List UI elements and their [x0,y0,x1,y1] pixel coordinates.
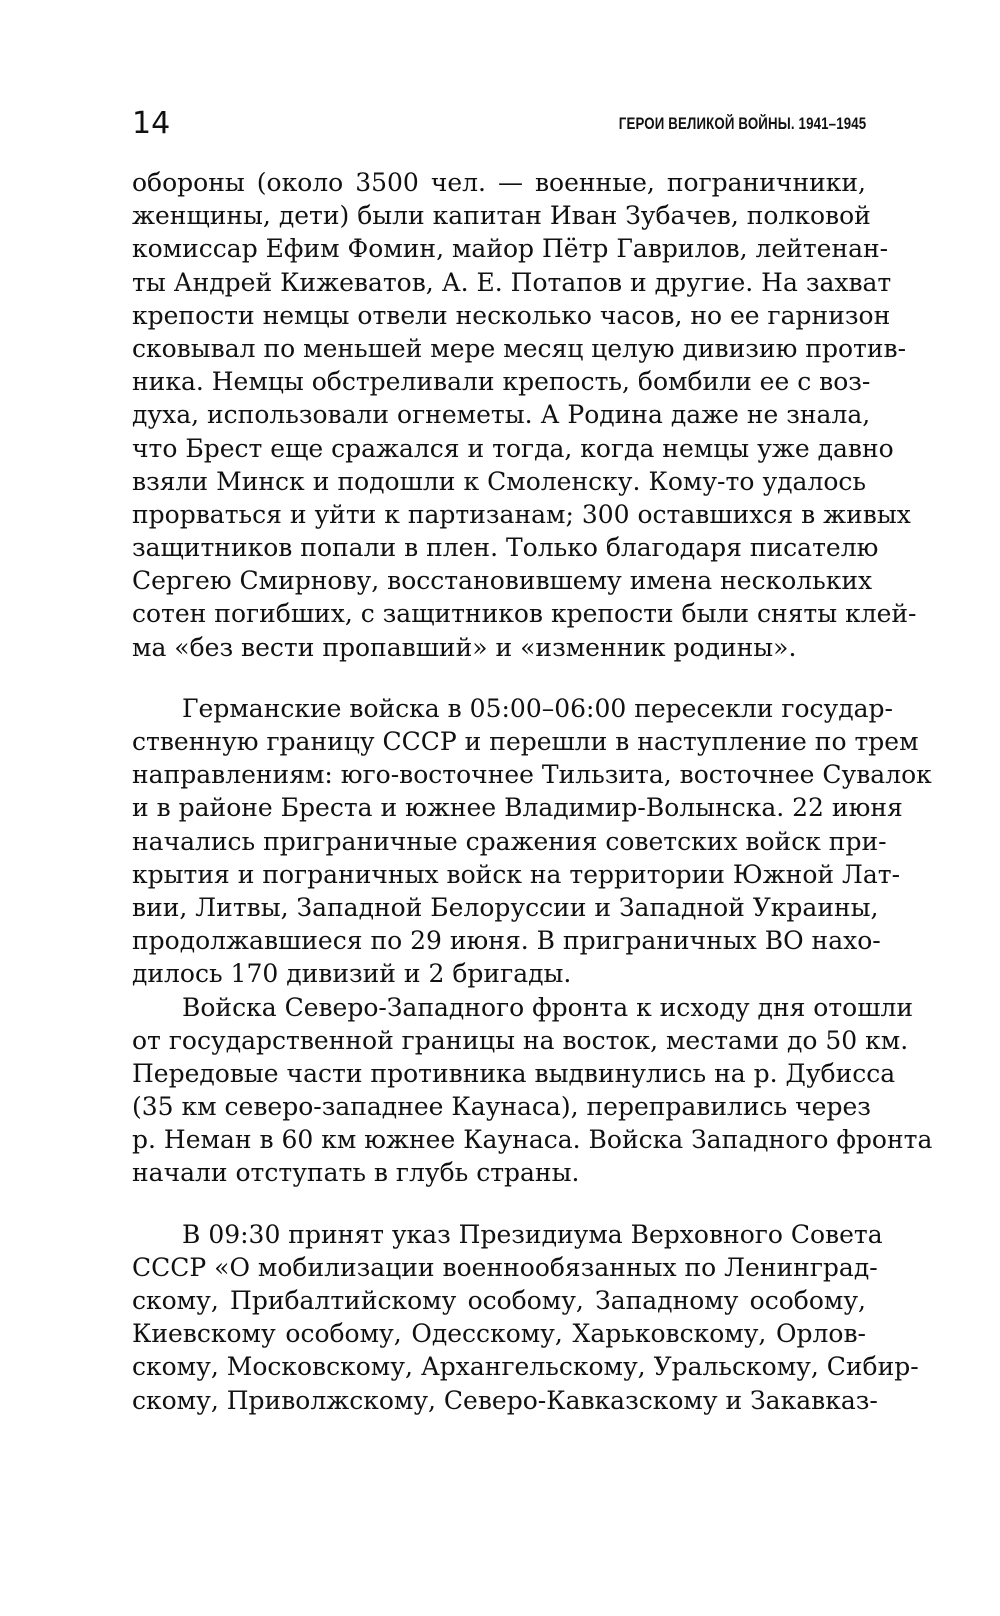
text-line: прорваться и уйти к партизанам; 300 оставшихся в живых [132,499,911,529]
text-line: крытия и пограничных войск на территории Южной Лат- [132,859,901,889]
text-line: начали отступать в глубь страны. [132,1158,580,1188]
text-line: В 09:30 принят указ Президиума Верховного Совета [182,1219,883,1249]
text-line: обороны (около 3500 чел. — военные, пограничники, [132,168,866,197]
text-line: комиссар Ефим Фомин, майор Пётр Гаврилов, лейтенан- [132,234,889,264]
text-line: Войска Северо-Западного фронта к исходу дня отошли [182,992,914,1022]
text-line: дилось 170 дивизий и 2 бригады. [132,959,572,989]
paragraph [132,991,933,1190]
text-line: продолжавшиеся по 29 июня. В приграничных ВО нахо- [132,926,881,956]
text-line: Сергею Смирнову, восстановившему имена нескольких [132,566,873,596]
text-line: ты Андрей Кижеватов, А. Е. Потапов и другие. На захват [132,267,892,297]
text-line: духа, использовали огнеметы. А Родина даже не знала, [132,400,871,430]
text-line: р. Неман в 60 км южнее Каунаса. Войска Западного фронта [132,1125,933,1155]
text-line: (35 км северо-западнее Каунаса), переправились через [132,1092,871,1122]
text-line: взяли Минск и подошли к Смоленску. Кому-то удалось [132,466,866,496]
text-line: Германские войска в 05:00–06:00 пересекли государ- [182,693,893,723]
text-line: ника. Немцы обстреливали крепость, бомбили ее с воз- [132,367,871,397]
text-line: крепости немцы отвели несколько часов, но ее гарнизон [132,300,891,330]
page-number: 14 [132,106,171,141]
text-line: скому, Приволжскому, Северо-Кавказскому и Закавказ- [132,1385,878,1415]
paragraph [132,166,917,664]
text-line: сковывал по меньшей мере месяц целую дивизию против- [132,333,907,363]
paragraph [132,692,932,991]
text-line: что Брест еще сражался и тогда, когда немцы уже давно [132,433,894,463]
text-line: скому, Прибалтийскому особому, Западному особому, [132,1286,866,1315]
text-line: ма «без вести пропавший» и «изменник родины». [132,632,797,662]
text-line: ственную границу СССР и перешли в наступление по трем [132,727,919,756]
running-title: ГЕРОИ ВЕЛИКОЙ ВОЙНЫ. 1941–1945 [618,114,866,133]
text-line: начались приграничные сражения советских войск при- [132,826,887,856]
text-line: защитников попали в плен. Только благодаря писателю [132,533,879,563]
text-line: Киевскому особому, Одесскому, Харьковскому, Орлов- [132,1319,866,1349]
text-line: от государственной границы на восток, местами до 50 км. [132,1025,909,1055]
text-line: сотен погибших, с защитников крепости были сняты клей- [132,599,917,629]
running-header [132,104,866,144]
text-line: вии, Литвы, Западной Белоруссии и Западной Украины, [132,892,879,922]
section-gap [132,1190,866,1218]
section-gap [132,664,866,692]
text-line: СССР «О мобилизации военнообязанных по Ленинград- [132,1252,878,1282]
body-text [132,166,933,1417]
text-line: женщины, дети) были капитан Иван Зубачев, полковой [132,201,871,231]
paragraph [132,1218,919,1417]
text-line: и в районе Бреста и южнее Владимир-Волынска. 22 июня [132,793,903,823]
text-line: скому, Московскому, Архангельскому, Уральскому, Сибир- [132,1352,919,1382]
text-line: Передовые части противника выдвинулись на р. Дубисса [132,1058,896,1088]
text-line: направлениям: юго-восточнее Тильзита, восточнее Сувалок [132,760,932,790]
